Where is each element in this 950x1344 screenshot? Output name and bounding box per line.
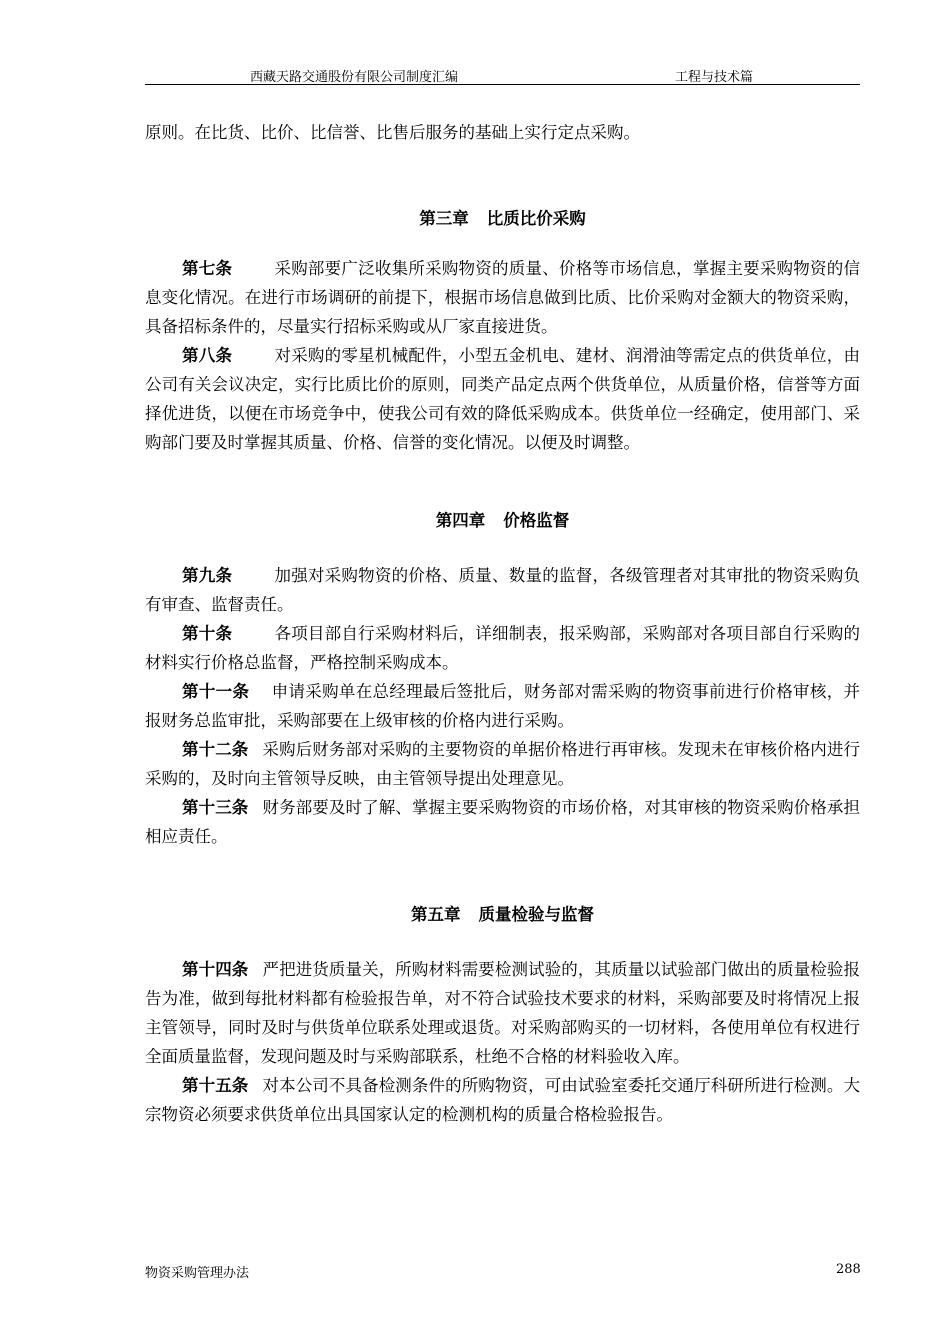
article-text: 严把进货质量关，所购材料需要检测试验的，其质量以试验部门做出的质量检验报告为准，做到每批材料都有检验报告单，对不符合试验技术要求的材料，采购部要及时将情况上报主管领导，同时及时与供货单位联系处理或退货。对采购部购买的一切材料，各使用单位有权进行全面质量监督，发现问题及时与采购部联系，杜绝不合格的材料验收入库。 <box>145 960 861 1066</box>
article-text: 加强对采购物资的价格、质量、数量的监督，各级管理者对其审批的物资采购负有审查、监督责任。 <box>145 566 861 614</box>
article-text: 对本公司不具备检测条件的所购物资，可由试验室委托交通厅科研所进行检测。大宗物资必须要求供货单位出具国家认定的检测机构的质量合格检验报告。 <box>145 1076 861 1124</box>
article-text: 各项目部自行采购材料后，详细制表，报采购部，采购部对各项目部自行采购的材料实行价格总监督，严格控制采购成本。 <box>145 624 861 672</box>
article-paragraph <box>145 254 860 341</box>
article-label: 第十三条 <box>182 798 249 817</box>
article-paragraph <box>145 793 860 851</box>
article-text: 采购部要广泛收集所采购物资的质量、价格等市场信息，掌握主要采购物资的信息变化情况。在进行市场调研的前提下，根据市场信息做到比质、比价采购对金额大的物资采购，具备招标条件的，尽量实行招标采购或从厂家直接进货。 <box>145 259 861 336</box>
chapter-title: 质量检验与监督 <box>478 905 594 924</box>
document-body <box>145 118 860 1129</box>
page-number: 288 <box>836 1262 861 1277</box>
article-label: 第十四条 <box>182 960 249 979</box>
page-header <box>145 64 860 85</box>
chapter-number: 第四章 <box>435 511 486 530</box>
article-label: 第十条 <box>182 624 233 643</box>
article-paragraph <box>145 619 860 677</box>
chapter-heading <box>145 900 860 929</box>
article-paragraph <box>145 677 860 735</box>
article-label: 第十二条 <box>182 740 249 759</box>
article-label: 第九条 <box>182 566 233 585</box>
article-paragraph <box>145 1071 860 1129</box>
chapter-heading <box>145 204 860 233</box>
chapter-heading <box>145 506 860 535</box>
article-label: 第八条 <box>182 346 233 365</box>
header-company-title: 西藏天路交通股份有限公司制度汇编 <box>250 70 459 85</box>
article-text: 财务部要及时了解、掌握主要采购物资的市场价格，对其审核的物资采购价格承担相应责任。 <box>145 798 861 846</box>
chapter-number: 第五章 <box>411 905 461 924</box>
article-text: 申请采购单在总经理最后签批后，财务部对需采购的物资事前进行价格审核，并报财务总监审批，采购部要在上级审核的价格内进行采购。 <box>145 682 861 730</box>
article-text: 对采购的零星机械配件，小型五金机电、建材、润滑油等需定点的供货单位，由公司有关会议决定，实行比质比价的原则，同类产品定点两个供货单位，从质量价格，信誉等方面择优进货，以便在市场竞争中，使我公司有效的降低采购成本。供货单位一经确定，使用部门、采购部门要及时掌握其质量、价格、信誉的变化情况。以便及时调整。 <box>145 346 861 452</box>
intro-paragraph: 原则。在比货、比价、比信誉、比售后服务的基础上实行定点采购。 <box>145 123 640 142</box>
article-label: 第十一条 <box>182 682 250 701</box>
chapter-title: 价格监督 <box>503 511 570 530</box>
article-paragraph <box>145 341 860 457</box>
article-paragraph <box>145 955 860 1071</box>
article-label: 第七条 <box>182 259 233 278</box>
article-paragraph <box>145 735 860 793</box>
footer-document-title: 物资采购管理办法 <box>145 1266 250 1281</box>
header-section-title: 工程与技术篇 <box>675 70 754 85</box>
article-text: 采购后财务部对采购的主要物资的单据价格进行再审核。发现未在审核价格内进行采购的，及时向主管领导反映，由主管领导提出处理意见。 <box>145 740 861 788</box>
chapter-title: 比质比价采购 <box>486 209 586 228</box>
article-label: 第十五条 <box>182 1076 249 1095</box>
article-paragraph <box>145 561 860 619</box>
chapter-number: 第三章 <box>419 209 469 228</box>
